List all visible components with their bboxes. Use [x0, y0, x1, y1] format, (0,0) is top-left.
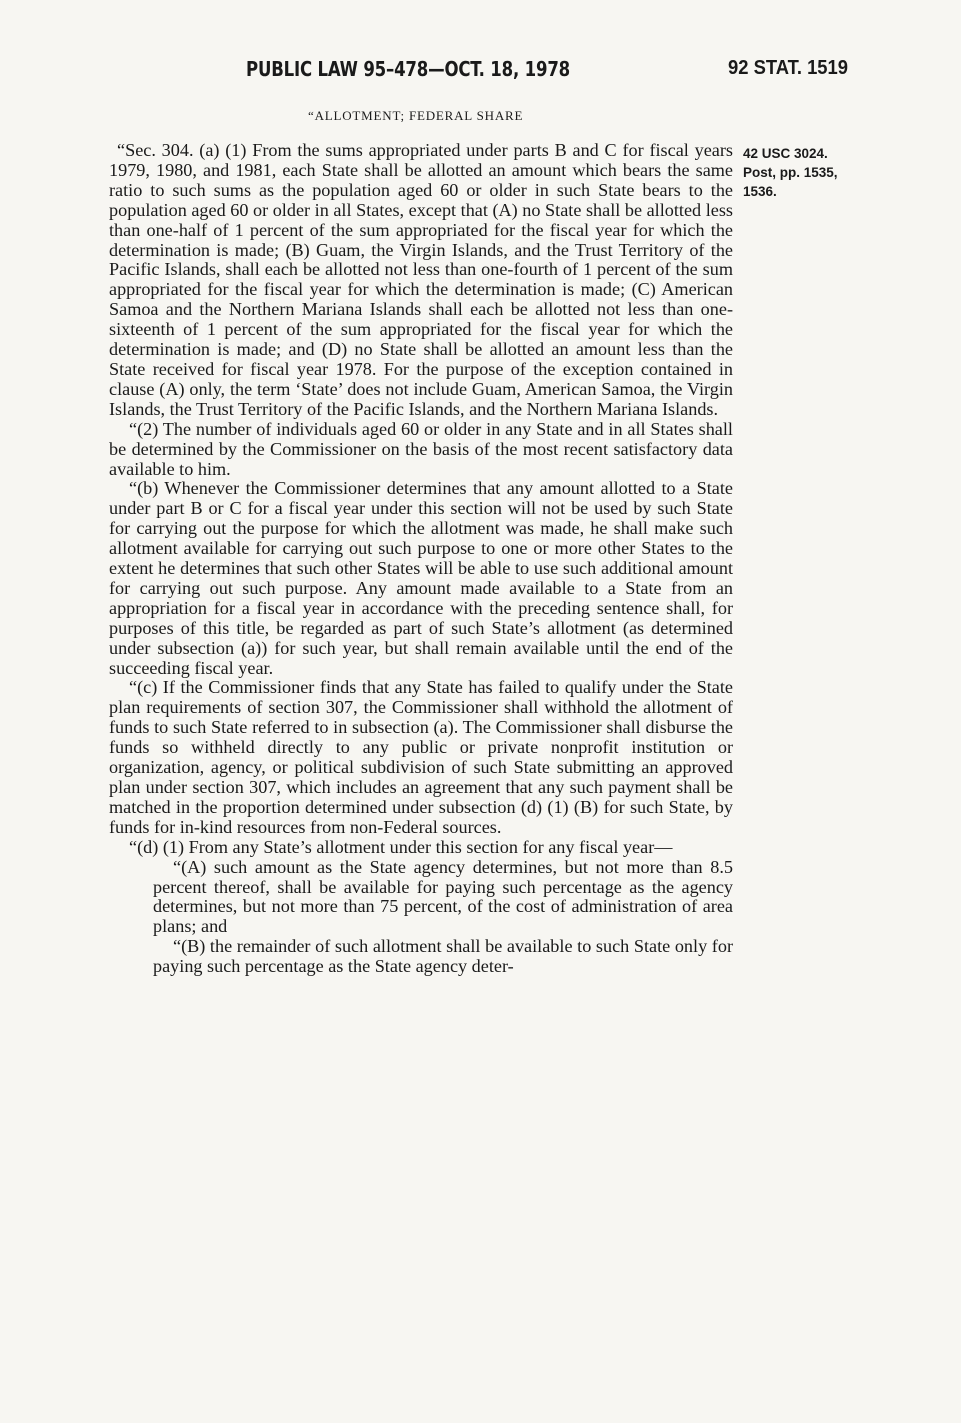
- statute-body: [109, 141, 733, 977]
- paragraph-sec-304-a-1: “Sec. 304. (a) (1) From the sums appropriated under parts B and C for fiscal years 1979, 1980, and 1981, each State shall be allotted an amount which bears the same ratio to such sums as the population aged 60 or older in such State bears to the population aged 60 or older in all States, except that (A) no State shall be allotted less than one-half of 1 percent of the sum appropriated for the fiscal year for which the determination is made; (B) Guam, the Virgin Islands, and the Trust Territory of the Pacific Islands, shall each be allotted not less than one-fourth of 1 percent of the sum appropriated for the fiscal year for which the determination is made; (C) American Samoa and the Northern Mariana Islands shall each be allotted not less than one-sixteenth of 1 percent of the sum appropriated for the fiscal year for which the determination is made; and (D) no State shall be allotted an amount less than the State received for fiscal year 1978. For the purpose of the exception contained in clause (A) only, the term ‘State’ does not include Guam, American Samoa, the Virgin Islands, the Trust Territory of the Pacific Islands, and the Northern Mariana Islands.: [109, 140, 733, 419]
- paragraph-c: “(c) If the Commissioner finds that any State has failed to qualify under the State plan requirements of section 307, the Commissioner shall withhold the allotment of funds to such State referred to in subsection (a). The Commissioner shall disburse the funds so withheld directly to any public or private nonprofit institution or organization, agency, or political subdivision of such State submitting an approved plan under section 307, which includes an agreement that any such payment shall be matched in the proportion determined under subsection (d) (1) (B) for such State, by funds for in-kind resources from non-Federal sources.: [109, 677, 733, 837]
- marginal-notes: [743, 144, 863, 201]
- usc-citation: 42 USC 3024.: [743, 146, 828, 161]
- subparagraph-A: “(A) such amount as the State agency determines, but not more than 8.5 percent thereof, shall be available for paying such percentage as the agency determines, but not more than 75 percent, of the cost of administration of area plans; and: [153, 856, 733, 937]
- paragraph-d-1: “(d) (1) From any State’s allotment under this section for any fiscal year—: [129, 836, 673, 857]
- subparagraph-B: “(B) the remainder of such allotment shall be available to such State only for paying such percentage as the State agency deter-: [153, 936, 733, 977]
- public-law-header: PUBLIC LAW 95–478—OCT. 18, 1978: [246, 57, 570, 81]
- section-heading: “ALLOTMENT; FEDERAL SHARE: [308, 108, 524, 123]
- cross-reference-cont: 1536.: [743, 184, 777, 199]
- statute-page-number: 92 STAT. 1519: [728, 57, 849, 79]
- paragraph-b: “(b) Whenever the Commissioner determines that any amount allotted to a State under part B or C for a fiscal year under this section will not be used by such State for carrying out the purpose for which the allotment was made, he shall make such allotment available for carrying out such purpose to one or more other States to the extent he determines that such other States will be able to use such additional amount for carrying out such purpose. Any amount made available to a State from an appropriation for a fiscal year in accordance with the preceding sentence shall, for purposes of this title, be regarded as part of such State’s allotment (as determined under subsection (a)) for such year, but shall remain available until the end of the succeeding fiscal year.: [109, 478, 733, 678]
- paragraph-a-2: “(2) The number of individuals aged 60 or older in any State and in all States shall be determined by the Commissioner on the basis of the most recent satisfactory data available to him.: [109, 418, 733, 479]
- cross-reference: Post, pp. 1535,: [743, 165, 838, 180]
